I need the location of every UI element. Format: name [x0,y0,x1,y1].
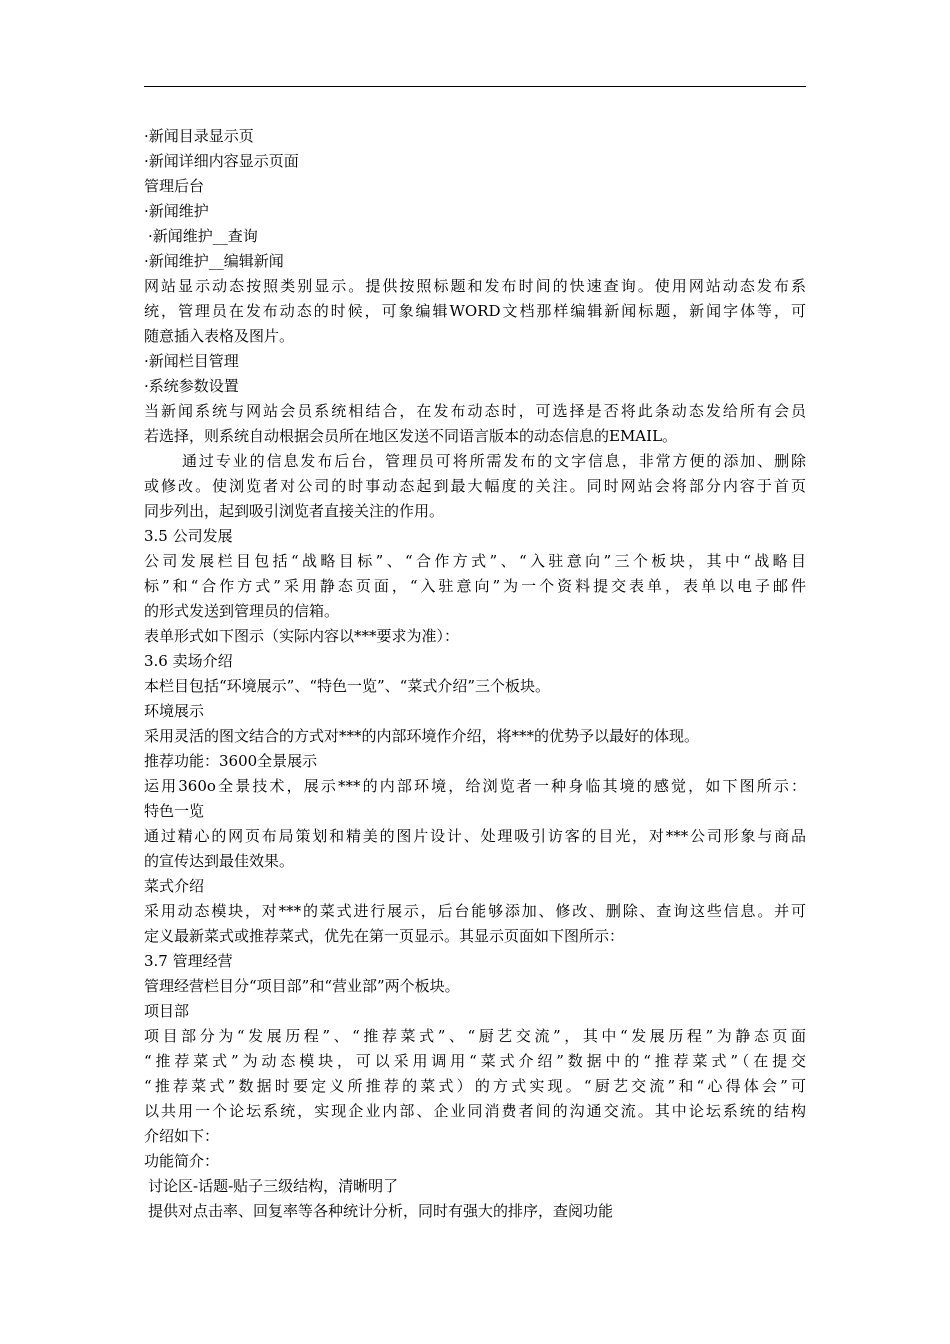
text-line: ·新闻栏目管理 [144,352,239,370]
text-line: 提供对点击率、回复率等各种统计分析，同时有强大的排序，查阅功能 [148,1202,614,1220]
text-line: 同步列出，起到吸引浏览者直接关注的作用。 [144,502,445,520]
text-line: 表单形式如下图示（实际内容以***要求为准）： [144,627,460,645]
text-line: 随意插入表格及图片。 [144,327,295,345]
header-rule [144,86,806,87]
text-line: 运用360o全景技术，展示***的内部环境，给浏览者一种身临其境的感觉，如下图所示： [144,777,806,795]
text-line: 管理后台 [144,177,205,195]
text-line: ·新闻目录显示页 [144,127,254,145]
text-line: 讨论区-话题-贴子三级结构，清晰明了 [148,1177,399,1195]
text-line: 定义最新菜式或推荐菜式，优先在第一页显示。其显示页面如下图所示： [144,927,625,945]
text-line: 项目部 [144,1002,190,1020]
text-line: 的形式发送到管理员的信箱。 [144,602,340,620]
document-body [144,124,806,1224]
text-line: 统，管理员在发布动态的时候，可象编辑WORD文档那样编辑新闻标题，新闻字体等，可 [144,302,806,320]
text-line: 通过精心的网页布局策划和精美的图片设计、处理吸引访客的目光，对***公司形象与商品 [144,827,806,845]
text-line: 管理经营栏目分“项目部”和“营业部”两个板块。 [144,977,460,995]
text-line: 特色一览 [144,802,205,820]
text-line: 通过专业的信息发布后台，管理员可将所需发布的文字信息，非常方便的添加、删除 [182,452,806,470]
section-heading: 3.7 管理经营 [144,952,233,970]
section-heading: 3.5 公司发展 [144,527,233,545]
text-line: 介绍如下： [144,1127,220,1145]
text-line: 采用动态模块，对***的菜式进行展示，后台能够添加、修改、删除、查询这些信息。并可 [144,902,806,920]
text-line: 或修改。使浏览者对公司的时事动态起到最大幅度的关注。同时网站会将部分内容于首页 [144,477,806,495]
text-line: 菜式介绍 [144,877,205,895]
text-line: 以共用一个论坛系统，实现企业内部、企业同消费者间的沟通交流。其中论坛系统的结构 [144,1102,806,1120]
text-line: 公司发展栏目包括“战略目标”、“合作方式”、“入驻意向”三个板块，其中“战略目 [144,552,806,570]
text-line: 网站显示动态按照类别显示。提供按照标题和发布时间的快速查询。使用网站动态发布系 [144,277,806,295]
text-line: 推荐功能：3600全景展示 [144,752,318,770]
section-heading: 3.6 卖场介绍 [144,652,233,670]
text-line: 本栏目包括“环境展示”、“特色一览”、“菜式介绍”三个板块。 [144,677,551,695]
text-line: “推荐菜式”数据时要定义所推荐的菜式）的方式实现。“厨艺交流”和“心得体会”可 [144,1077,806,1095]
text-line: ·新闻维护 [144,202,209,220]
text-line: ·新闻维护__编辑新闻 [144,252,284,270]
text-line: 采用灵活的图文结合的方式对***的内部环境作介绍，将***的优势予以最好的体现。 [144,727,700,745]
text-line: 当新闻系统与网站会员系统相结合，在发布动态时，可选择是否将此条动态发给所有会员 [144,402,806,420]
text-line: 项目部分为“发展历程”、“推荐菜式”、“厨艺交流”，其中“发展历程”为静态页面 [144,1027,806,1045]
text-line: 环境展示 [144,702,205,720]
text-line: 若选择，则系统自动根据会员所在地区发送不同语言版本的动态信息的EMAIL。 [144,427,678,445]
text-line: ·系统参数设置 [144,377,239,395]
text-line: ·新闻维护__查询 [148,227,258,245]
text-line: 的宣传达到最佳效果。 [144,852,295,870]
text-line: ·新闻详细内容显示页面 [144,152,299,170]
text-line: 标”和“合作方式”采用静态页面，“入驻意向”为一个资料提交表单，表单以电子邮件 [144,577,806,595]
text-line: 功能简介： [144,1152,220,1170]
text-line: “推荐菜式”为动态模块，可以采用调用“菜式介绍”数据中的“推荐菜式”（在提交 [144,1052,806,1070]
